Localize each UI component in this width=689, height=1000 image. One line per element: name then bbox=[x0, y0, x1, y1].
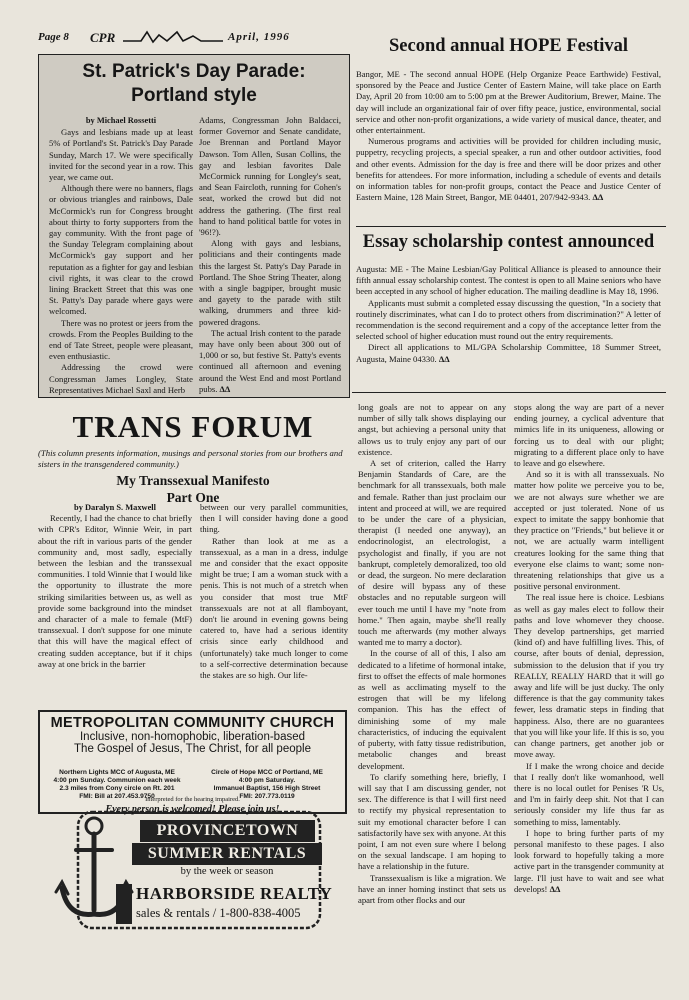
paragraph: Augusta: ME - The Maine Lesbian/Gay Political Alliance is pleased to announce their fifth annual essay scholarship contest. The contest is open to all Maine seniors who have been accepted in any school of higher education. The mailing deadline is May 18, 1996. bbox=[356, 264, 661, 297]
divider bbox=[356, 226, 666, 227]
trans-col3 bbox=[358, 402, 506, 906]
page-number: Page 8 bbox=[38, 31, 69, 43]
mcc-hearing-note: Interpreted for the hearing impaired. bbox=[145, 796, 240, 803]
paragraph: Addressing the crowd were Congressman James Longley, State Representatives Michael Saxl and Herb bbox=[49, 362, 193, 395]
paragraph: Recently, I had the chance to chat briefly with CPR's Editor, Winnie Weir, in part about the rift in various parts of the gender community and, most sadly, especially between the lesbian and the transsexual communities. I told Winnie that I would like the opportunity to illustrate the more striking similarities between us, as well as provide some background into the mindset and character of a male to female (MtF) transsexual. I don't suppose for one minute that this will have the magical effect of creating sudden acceptance, but if it chips away at one brick in the barrier bbox=[38, 513, 192, 669]
paragraph: Direct all applications to ML/GPA Scholarship Committee, 18 Summer Street, Augusta, Maine 04330. bbox=[356, 342, 661, 364]
paragraph: Bangor, ME - The second annual HOPE (Help Organize Peace Earthwide) Festival, sponsored by the Peace and Justice Center of Eastern Maine, will take place on Earth Day, April 20 from 10:00 am to 5:00 pm at the Brewer Auditorium, Brewer, Maine. The day will include an organizational fair of over fifty peace, justice, environmental, social service and other non-profit organizations, a wide variety of musical dance, theater, and other entertainment. bbox=[356, 69, 661, 136]
mcc-title: METROPOLITAN COMMUNITY CHURCH bbox=[50, 715, 335, 731]
end-mark: ΔΔ bbox=[219, 383, 231, 394]
paragraph: Gays and lesbians made up at least 5% of Portland's St. Patrick's Day Parade Sunday, March 17. We were specifically invited for the second year in a row. This year, we came out. bbox=[49, 127, 193, 183]
paragraph: In the course of all of this, I also am dedicated to a lifetime of hormonal intake, first to offset the effects of male hormones as well as acclimating myself to the estrogen that will be my lifelong companion. This has the effect of diminishing some of my male characteristics, of inducing the equivalent of puberty, with fatty tissue redistribution, metabolic changes and breast development. bbox=[358, 648, 506, 771]
provincetown-ad bbox=[38, 810, 343, 930]
essay-article bbox=[356, 230, 661, 390]
paragraph: Applicants must submit a completed essay discussing the question, "In a society that routinely discriminates, what can I do to protect others from discrimination?" A letter of recommendation is the second requirement and a copy of the acceptance letter from the selected school of higher education must round out the entry requirements. bbox=[356, 297, 661, 342]
paragraph: between our very parallel communities, then I will consider having done a good thing. bbox=[200, 502, 348, 535]
stpat-col2 bbox=[199, 115, 341, 395]
trans-forum-header bbox=[38, 410, 348, 506]
mcc-portland-name: Circle of Hope MCC of Portland, ME bbox=[211, 769, 323, 776]
ptown-bar bbox=[116, 884, 132, 924]
trans-forum-title: TRANS FORUM bbox=[72, 409, 314, 444]
zigzag-logo-icon bbox=[123, 28, 223, 46]
end-mark: ΔΔ bbox=[549, 883, 561, 894]
ptown-term: by the week or season bbox=[180, 866, 274, 877]
hope-article bbox=[356, 34, 661, 230]
mcc-augusta-address: 2.3 miles from Cony circle on Rt. 201 bbox=[59, 785, 175, 792]
essay-title: Essay scholarship contest announced bbox=[362, 232, 655, 252]
paragraph: Although there were no banners, flags or obvious triangles and rainbows, Dale McCormick's run for Congress brought about thirty to forty supporters from the gay community. With the front page of the Sunday Telegram complaining about McCormick's gay support and her reputation as a fighter for gay and lesbian civil rights, it was clear to the crowd lining Brackett Street that this was one St. Patty's Day parade where gays were welcomed. bbox=[49, 183, 193, 317]
end-mark: ΔΔ bbox=[438, 353, 450, 364]
mcc-augusta-name: Northern Lights MCC of Augusta, ME bbox=[59, 769, 175, 776]
mcc-portland-address: Immanuel Baptist, 156 High Street bbox=[213, 785, 321, 792]
stpat-title-line1: St. Patrick's Day Parade: bbox=[82, 61, 306, 82]
mcc-portland-time: 4:00 pm Saturday. bbox=[238, 777, 296, 784]
trans-col1 bbox=[38, 502, 192, 670]
stpat-col1 bbox=[49, 115, 193, 396]
paragraph: There was no protest or jeers from the crowds. From the Peoples Building to the end of Tate Street, people were pleasant, even enthusiastic. bbox=[49, 317, 193, 362]
mcc-ad bbox=[38, 710, 347, 814]
trans-col4 bbox=[514, 402, 664, 895]
trans-col2 bbox=[200, 502, 348, 681]
ptown-title: PROVINCETOWN bbox=[140, 820, 315, 842]
stpat-title bbox=[39, 60, 349, 108]
essay-body bbox=[356, 264, 661, 365]
paragraph: The real issue here is choice. Lesbians as well as gay males elect to follow their paths and love whomever they choose. They develop partnerships, get married (kind of) and have fulfilling lives. This, of course, after bouts of denial, depression, submission to the delusion that if you try REALLY, REALLY HARD that it will go away and life will be just ducky. The only difference is that the gay community takes fewer, less dramatic steps in finding that happiness. Also, there are no guarantees that you will like your life. If this is so, you can change partners, get another job or move away. bbox=[514, 592, 664, 760]
mcc-augusta-time: 4:00 pm Sunday. Communion each week bbox=[53, 777, 181, 784]
ptown-contact: sales & rentals / 1-800-838-4005 bbox=[136, 906, 301, 920]
paragraph: Transsexualism is like a migration. We have an inner homing instinct that sets us apart from other flocks and our bbox=[358, 872, 506, 905]
paper-name: CPR bbox=[90, 30, 116, 45]
end-mark: ΔΔ bbox=[592, 192, 604, 203]
stpat-byline: by Michael Rossetti bbox=[85, 116, 157, 125]
stpat-article bbox=[38, 54, 350, 398]
issue-date: April, 1996 bbox=[228, 31, 290, 43]
stpat-title-line2: Portland style bbox=[131, 85, 257, 106]
paragraph: I hope to bring further parts of my personal manifesto to these pages. I also look forward to hopefully taking a more active part in the transgender community at large. I'll just have to wait and see what develops! bbox=[514, 827, 664, 894]
mcc-tagline: Inclusive, non-homophobic, liberation-based bbox=[79, 731, 306, 743]
ptown-rentals: SUMMER RENTALS bbox=[132, 843, 322, 865]
hope-body bbox=[356, 69, 661, 203]
divider bbox=[352, 392, 666, 393]
trans-forum-intro: (This column presents information, musings and personal stories from our brothers and sisters in the transgendered community.) bbox=[38, 448, 343, 469]
mcc-augusta-contact: FMI: Bill at 207.453.9750 bbox=[79, 793, 155, 800]
paragraph: Along with gays and lesbians, politicians and their contingents made this the largest St. Patty's Day Parade in Portland. The Shoe String Theater, along with a single bagpiper, brought music and gayety to the parade with stilt walking, drummers and three kid-powered dragons. bbox=[199, 238, 341, 327]
paragraph: long goals are not to appear on any number of silly talk shows displaying our angst, but achieving a personal unity that allows us to truly enjoy any part of our existence. bbox=[358, 402, 506, 457]
paragraph: And so it is with all transsexuals. No matter how polite we perceive you to be, we are not always sure whether we are accepted or just tolerated. None of us expect to imitate the sappy bonhomie that they practice on "Friends," but believe it or not, we are actually warm intelligent creatures looking for the same thing that everyone else claims to want; some non-threatening relationships that give us a positive personal environment. bbox=[514, 469, 664, 592]
mcc-gospel: The Gospel of Jesus, The Christ, for all people bbox=[74, 743, 311, 755]
mcc-portland-contact: FMI: 207.773.0119 bbox=[239, 793, 295, 800]
paragraph: To clarify something here, briefly, I will say that I am discussing gender, not sex. The difference is that I will first need to rectify my physical representation to suit my emotional character before I can satisfactorily have sex with anyone. At this point, I am not even sure where I belong on the sexual landscape. I am hoping to have a relationship in the future. bbox=[358, 771, 506, 872]
hope-title: Second annual HOPE Festival bbox=[389, 36, 628, 56]
paragraph: The actual Irish content to the parade may have only been about 300 out of 1,000 or so, but festive St. Patty's events continued all afternoon and evening around the West End and most Portland pubs. bbox=[199, 327, 341, 394]
trans-byline: by Daralyn S. Maxwell bbox=[74, 503, 156, 512]
manifesto-title: My Transsexual Manifesto bbox=[116, 473, 270, 488]
page-header bbox=[38, 28, 310, 46]
paragraph: stops along the way are part of a never ending journey, a cyclical adventure that mimics life in its uniqueness, allowing or forcing us to deal with our plight; migrating to a different place only to have to leave and go elsewhere. bbox=[514, 402, 664, 469]
paragraph: Adams, Congressman John Baldacci, former Governor and Senate candidate, Joe Brennan and Portland Mayor Dawson. Tom Allen, Susan Collins, the gay and lesbian favorites Dale McCormick running for Longley's seat, and Sean Faircloth, running for Cohen's seat, worked the crowd but did not address the gathering. (The first real hand to hand political battle for votes in '96!?). bbox=[199, 115, 341, 238]
mcc-welcome: Every person is welcomed! Please join us! bbox=[105, 804, 280, 815]
paragraph: Rather than look at me as a transsexual, as a man in a dress, indulge me and consider that the exact opposite might be true; I am a woman stuck with a penis. This is not much of a stretch when you consider that most true MtF transsexuals are not at all flamboyant, don't lie around in evening gowns being catered to, have had a serious identity crisis since early childhood and (unfortunately) take much longer to come to a self-corrective determination because the stakes are so high. Our life- bbox=[200, 535, 348, 681]
paragraph: Numerous programs and activities will be provided for children including music, puppetry, recycling projects, a special speaker, a run and other outdoor activities, food and other events. Admission for the day is free and there will be door prizes and other benefits for attendees. For more information, including a schedule of events and details on information tables for non-profit groups, contact the Peace and Justice Center of Eastern Maine, 128 Main Street, Bangor, ME 04401, 207/942-9343. bbox=[356, 136, 661, 203]
ptown-company: HARBORSIDE REALTY bbox=[136, 884, 333, 903]
paragraph: A set of criterion, called the Harry Benjamin Standards of Care, are the benchmark for all transsexuals, both male and female. Rather than just proclaim our intent and proceed at will, we are required to be under the care of a physician, therapist (I needed one anyway), an endocrinologist, an electrologist, a psychologist and finally, if you are not bankrupt, completely demoralized, too old or dead, the surgeon. No mere declaration of desire will bypass any of these obstacles and no reputable surgeon will ever touch me until I have my "note from home." Then again, maybe she'll really touch me afterwards (my mother always wanted me to marry a doctor). bbox=[358, 458, 506, 648]
manifesto-part: Part One bbox=[166, 490, 220, 505]
paragraph: If I make the wrong choice and decide that I really don't like womanhood, well there is no local outlet for Penises 'R Us, and I'm in fairly deep shit. Not that I can seriously consider my life thus far as something to miss, lamentably. bbox=[514, 760, 664, 827]
